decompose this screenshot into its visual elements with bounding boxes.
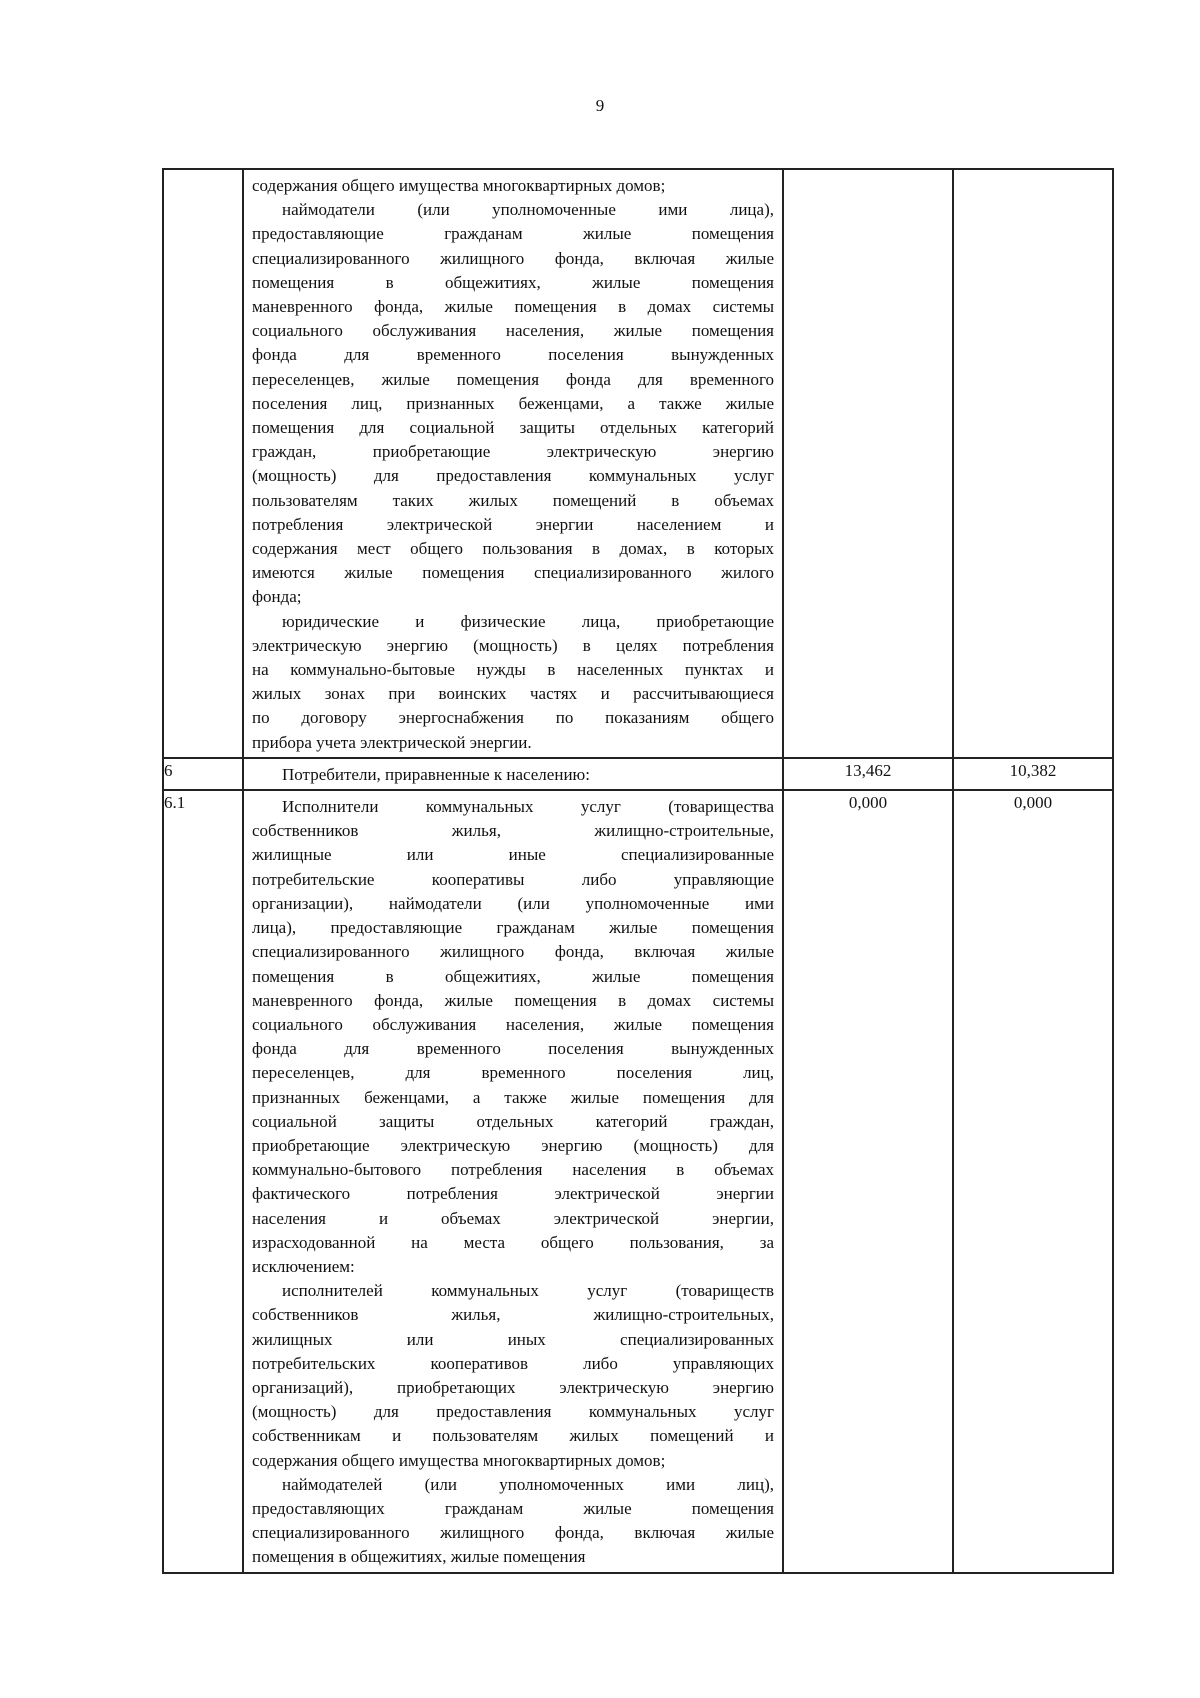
page-number: 9: [595, 96, 605, 115]
text-line: на коммунально-бытовые нужды в населенных пунктах и: [252, 660, 774, 680]
row-description: [243, 169, 783, 758]
text-line: по договору энергоснабжения по показаниям общего: [252, 708, 774, 728]
text-line: поселения лиц, признанных беженцами, а также жилые: [252, 393, 774, 413]
table-row: [163, 790, 1113, 1573]
text-line: приобретающие электрическую энергию (мощность) для: [252, 1135, 774, 1155]
text-line: исполнителей коммунальных услуг (товариществ: [282, 1281, 774, 1301]
text-line: специализированного жилищного фонда, включая жилые: [252, 1523, 774, 1543]
text-line: собственников жилья, жилищно-строительные,: [252, 821, 774, 841]
table-body: [163, 169, 1113, 1573]
tariff-value-2: 0,000: [953, 790, 1113, 1573]
text-line: потребительских кооперативов либо управляющих: [252, 1353, 774, 1373]
text-line: наймодателей (или уполномоченных ими лиц),: [282, 1474, 774, 1494]
text-line: содержания общего имущества многоквартирных домов;: [252, 176, 666, 195]
text-line: маневренного фонда, жилые помещения в домах системы: [252, 297, 774, 317]
text-line: населения и объемах электрической энергии,: [252, 1208, 774, 1228]
tariff-table: [162, 168, 1114, 1574]
text-line: жилищные или иные специализированные: [252, 845, 774, 865]
text-line: организации), наймодатели (или уполномоченные ими: [252, 893, 774, 913]
text-line: признанных беженцами, а также жилые помещения для: [252, 1087, 774, 1107]
text-line: Исполнители коммунальных услуг (товарищества: [282, 797, 774, 817]
text-line: исключением:: [252, 1256, 355, 1276]
text-line: электрическую энергию (мощность) в целях потребления: [252, 635, 774, 655]
text-line: юридические и физические лица, приобретающие: [282, 611, 774, 631]
text-line: жилых зонах при воинских частях и рассчитывающиеся: [252, 684, 774, 704]
text-line: граждан, приобретающие электрическую энергию: [252, 442, 774, 462]
text-line: (мощность) для предоставления коммунальных услуг: [252, 1402, 774, 1422]
text-line: коммунально-бытового потребления населения в объемах: [252, 1160, 774, 1180]
text-line: израсходованной на места общего пользования, за: [252, 1232, 774, 1252]
text-line: специализированного жилищного фонда, включая жилые: [252, 942, 774, 962]
text-line: социальной защиты отдельных категорий граждан,: [252, 1111, 774, 1131]
table-row: [163, 169, 1113, 758]
tariff-value-2: 10,382: [953, 758, 1113, 790]
text-line: помещения для социальной защиты отдельных категорий: [252, 418, 774, 438]
tariff-value-2: [953, 169, 1113, 758]
text-line: жилищных или иных специализированных: [252, 1329, 774, 1349]
text-line: помещения в общежитиях, жилые помещения: [252, 1547, 586, 1567]
text-line: фонда для временного поселения вынужденных: [252, 1039, 774, 1059]
text-line: Потребители, приравненные к населению:: [282, 764, 590, 784]
text-line: лица), предоставляющие гражданам жилые помещения: [252, 918, 774, 938]
text-line: содержания общего имущества многоквартирных домов;: [252, 1450, 666, 1470]
row-description: [243, 758, 783, 790]
text-line: собственникам и пользователям жилых помещений и: [252, 1426, 774, 1446]
text-line: (мощность) для предоставления коммунальных услуг: [252, 466, 774, 486]
text-line: имеются жилые помещения специализированного жилого: [252, 563, 774, 583]
text-line: переселенцев, жилые помещения фонда для временного: [252, 369, 774, 389]
text-line: предоставляющие гражданам жилые помещения: [252, 224, 774, 244]
tariff-value-1: 13,462: [783, 758, 953, 790]
text-line: помещения в общежитиях, жилые помещения: [252, 272, 774, 292]
text-line: помещения в общежитиях, жилые помещения: [252, 966, 774, 986]
description-text: [244, 791, 782, 1572]
row-number: 6.1: [163, 790, 243, 1573]
text-line: фонда;: [252, 587, 302, 607]
text-line: фактического потребления электрической энергии: [252, 1184, 774, 1204]
text-line: социального обслуживания населения, жилые помещения: [252, 321, 774, 341]
text-line: организаций), приобретающих электрическую энергию: [252, 1377, 774, 1397]
table-row: [163, 758, 1113, 790]
text-line: специализированного жилищного фонда, включая жилые: [252, 248, 774, 268]
text-line: наймодатели (или уполномоченные ими лица),: [282, 200, 774, 220]
text-line: предоставляющих гражданам жилые помещения: [252, 1498, 774, 1518]
text-line: прибора учета электрической энергии.: [252, 732, 532, 752]
text-line: социального обслуживания населения, жилые помещения: [252, 1014, 774, 1034]
text-line: собственников жилья, жилищно-строительных,: [252, 1305, 774, 1325]
text-line: потребительские кооперативы либо управляющие: [252, 869, 774, 889]
text-line: маневренного фонда, жилые помещения в домах системы: [252, 990, 774, 1010]
text-line: потребления электрической энергии населением и: [252, 514, 774, 534]
row-number: [163, 169, 243, 758]
row-number: 6: [163, 758, 243, 790]
description-text: [244, 170, 782, 757]
tariff-value-1: [783, 169, 953, 758]
row-description: [243, 790, 783, 1573]
text-line: переселенцев, для временного поселения лиц,: [252, 1063, 774, 1083]
text-line: пользователям таких жилых помещений в объемах: [252, 490, 774, 510]
text-line: содержания мест общего пользования в домах, в которых: [252, 539, 774, 559]
text-line: фонда для временного поселения вынужденных: [252, 345, 774, 365]
description-text: [244, 759, 782, 789]
tariff-value-1: 0,000: [783, 790, 953, 1573]
